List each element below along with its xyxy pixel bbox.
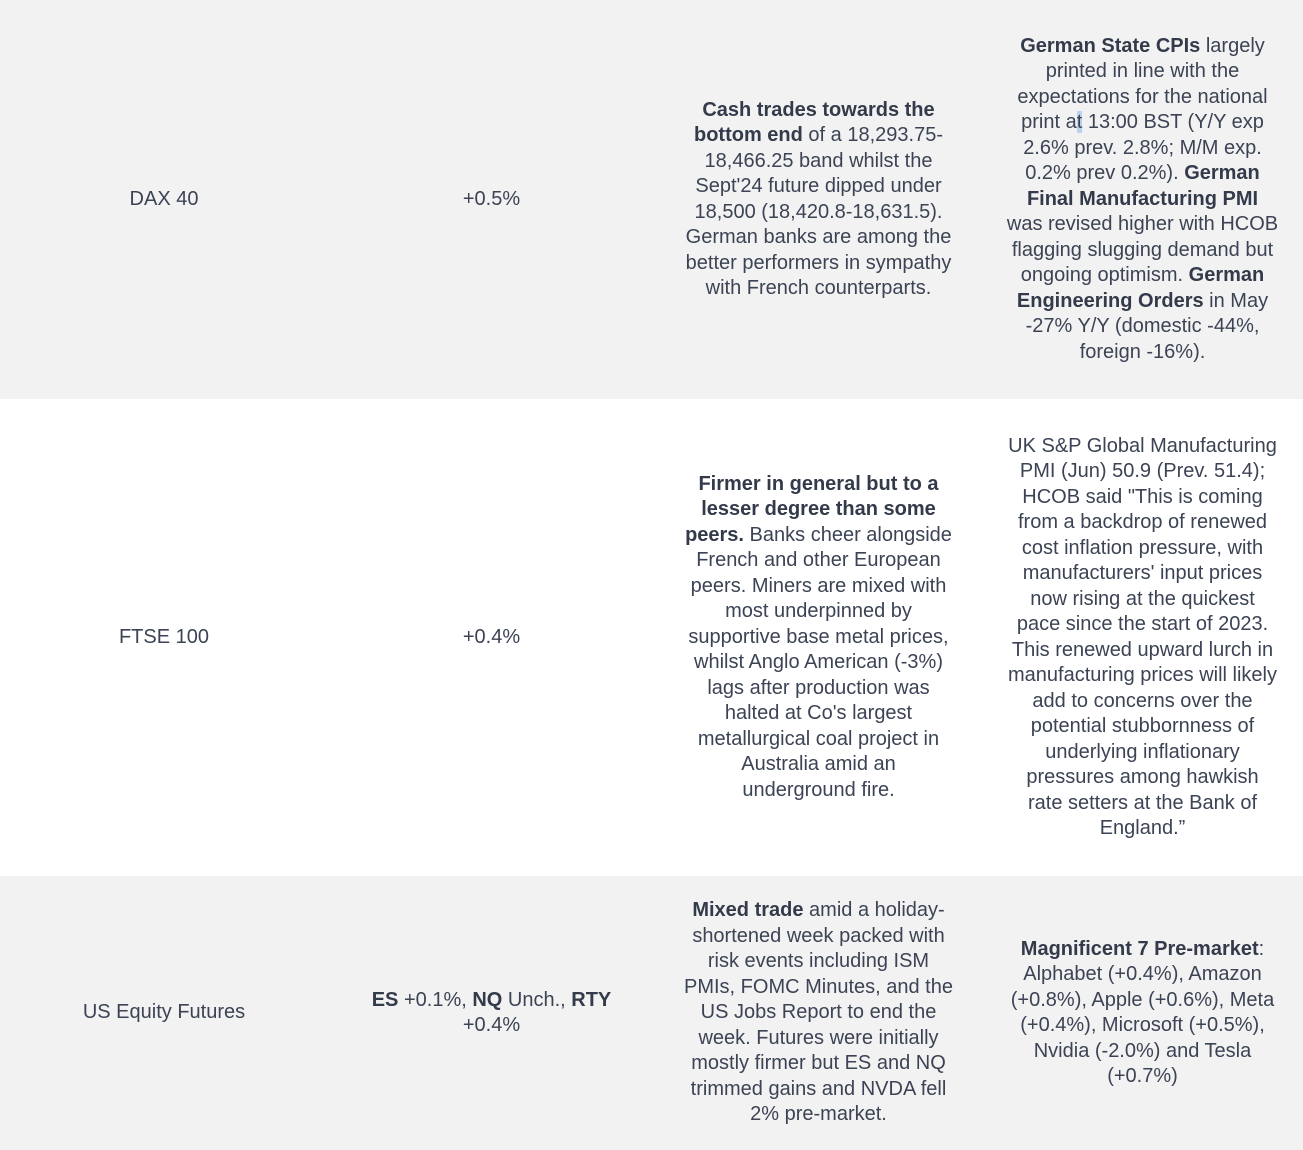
market-commentary bbox=[655, 876, 982, 1150]
news-notes bbox=[982, 876, 1303, 1150]
instrument-change: +0.4% bbox=[462, 625, 521, 648]
futures-change-text: ES +0.1%, NQ Unch., RTY +0.4% bbox=[371, 988, 612, 1036]
news-text: German State CPIs largely printed in line with the expectations for the national print at 13:00 BST (Y/Y exp 2.6% prev. 2.8%; M/M exp. 0.2% prev 0.2%). German Final Manufacturing PMI was revised higher with HCOB flagging slugging demand but ongoing optimism. German Engineering Orders in May -27% Y/Y (domestic -44%, foreign -16%). bbox=[1006, 34, 1279, 363]
instrument-name: US Equity Futures bbox=[82, 1001, 246, 1024]
market-commentary bbox=[655, 0, 982, 399]
table-row-us-futures bbox=[0, 876, 1303, 1150]
table-row-dax bbox=[0, 0, 1303, 399]
news-text: UK S&P Global Manufacturing PMI (Jun) 50.9 (Prev. 51.4); HCOB said "This is coming from a backdrop of renewed cost inflation pressure, with manufacturers' input prices now rising at the quickest pace since the start of 2023. This renewed upward lurch in manufacturing prices will likely add to concerns over the potential stubbornness of underlying inflationary pressures among hawkish rate setters at the Bank of England.” bbox=[1008, 434, 1277, 839]
news-notes bbox=[982, 399, 1303, 876]
commentary-text: Cash trades towards the bottom end of a 18,293.75-18,466.25 band whilst the Sept'24 future dipped under 18,500 (18,420.8-18,631.5). German banks are among the better performers in sympathy with French counterparts. bbox=[685, 98, 952, 299]
instrument-change: +0.5% bbox=[462, 187, 521, 210]
commentary-text: Firmer in general but to a lesser degree than some peers. Banks cheer alongside French and other European peers. Miners are mixed with most underpinned by supportive base metal prices, whilst Anglo American (-3%) lags after production was halted at Co's largest metallurgical coal project in Australia amid an underground fire. bbox=[685, 472, 952, 801]
instrument-change bbox=[328, 876, 655, 1150]
news-notes bbox=[982, 0, 1303, 399]
market-commentary bbox=[655, 399, 982, 876]
instrument-name: DAX 40 bbox=[129, 187, 199, 210]
commentary-text: Mixed trade amid a holiday-shortened week packed with risk events including ISM PMIs, FOMC Minutes, and the US Jobs Report to end the week. Futures were initially mostly firmer but ES and NQ trimmed gains and NVDA fell 2% pre-market. bbox=[684, 899, 953, 1126]
text-selection-caret: t bbox=[1076, 111, 1083, 134]
instrument-name: FTSE 100 bbox=[118, 625, 210, 648]
news-text: Magnificent 7 Pre-market: Alphabet (+0.4%), Amazon (+0.8%), Apple (+0.6%), Meta (+0.4%), Microsoft (+0.5%), Nvidia (-2.0%) and Tesla (+0.7%) bbox=[1010, 937, 1275, 1087]
table-row-ftse bbox=[0, 399, 1303, 876]
